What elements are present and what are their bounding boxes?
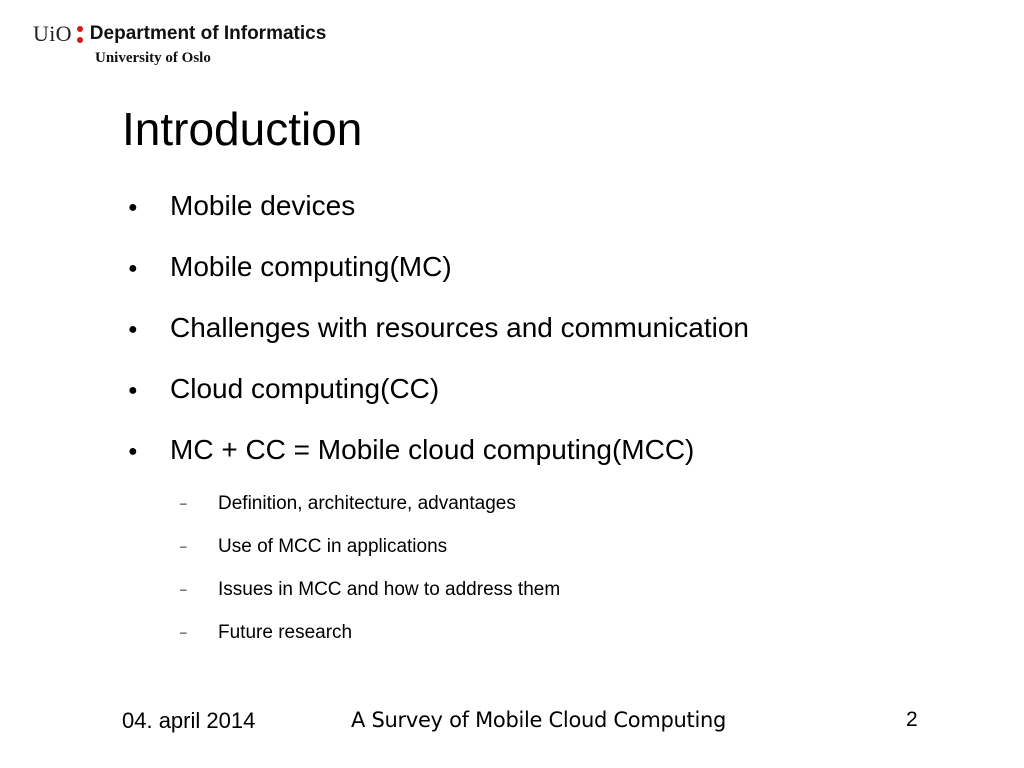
sub-bullet-text: Use of MCC in applications bbox=[218, 536, 448, 557]
university-name: University of Oslo bbox=[95, 50, 211, 66]
sub-bullet-item bbox=[180, 622, 560, 665]
bullet-text: MC + CC = Mobile cloud computing(MCC) bbox=[170, 434, 695, 465]
sub-bullet-text: Definition, architecture, advantages bbox=[218, 493, 516, 514]
footer-presentation-title: A Survey of Mobile Cloud Computing bbox=[351, 708, 727, 732]
sub-bullet-item bbox=[180, 579, 560, 622]
slide-title: Introduction bbox=[122, 103, 363, 155]
dash-icon: – bbox=[180, 625, 187, 639]
uio-dot-top bbox=[77, 26, 83, 32]
bullet-text: Mobile devices bbox=[170, 190, 356, 221]
bullet-text: Cloud computing(CC) bbox=[170, 373, 440, 404]
bullet-dot-icon: ● bbox=[128, 199, 138, 216]
uio-logo-dots-icon bbox=[77, 26, 83, 43]
dash-icon: – bbox=[180, 496, 187, 510]
bullet-text: Mobile computing(MC) bbox=[170, 251, 452, 282]
sub-bullet-text: Future research bbox=[218, 622, 353, 643]
bullet-text: Challenges with resources and communication bbox=[170, 312, 749, 343]
sub-bullet-text: Issues in MCC and how to address them bbox=[218, 579, 561, 600]
footer-date: 04. april 2014 bbox=[122, 708, 256, 733]
bullet-item bbox=[128, 373, 749, 434]
uio-dot-bottom bbox=[77, 37, 83, 43]
sub-bullet-item bbox=[180, 536, 560, 579]
bullet-item bbox=[128, 190, 749, 251]
bullet-list bbox=[128, 190, 749, 495]
sub-bullet-list bbox=[180, 493, 560, 665]
bullet-dot-icon: ● bbox=[128, 321, 138, 338]
bullet-item bbox=[128, 251, 749, 312]
bullet-item bbox=[128, 434, 749, 495]
bullet-item bbox=[128, 312, 749, 373]
header bbox=[33, 20, 326, 70]
footer-page-number: 2 bbox=[906, 708, 918, 731]
logo-row bbox=[33, 20, 326, 48]
bullet-dot-icon: ● bbox=[128, 443, 138, 460]
bullet-dot-icon: ● bbox=[128, 260, 138, 277]
sub-bullet-item bbox=[180, 493, 560, 536]
department-name: Department of Informatics bbox=[89, 23, 327, 44]
dash-icon: – bbox=[180, 539, 187, 553]
dash-icon: – bbox=[180, 582, 187, 596]
uio-logo-mark: UiO bbox=[33, 21, 72, 46]
bullet-dot-icon: ● bbox=[128, 382, 138, 399]
